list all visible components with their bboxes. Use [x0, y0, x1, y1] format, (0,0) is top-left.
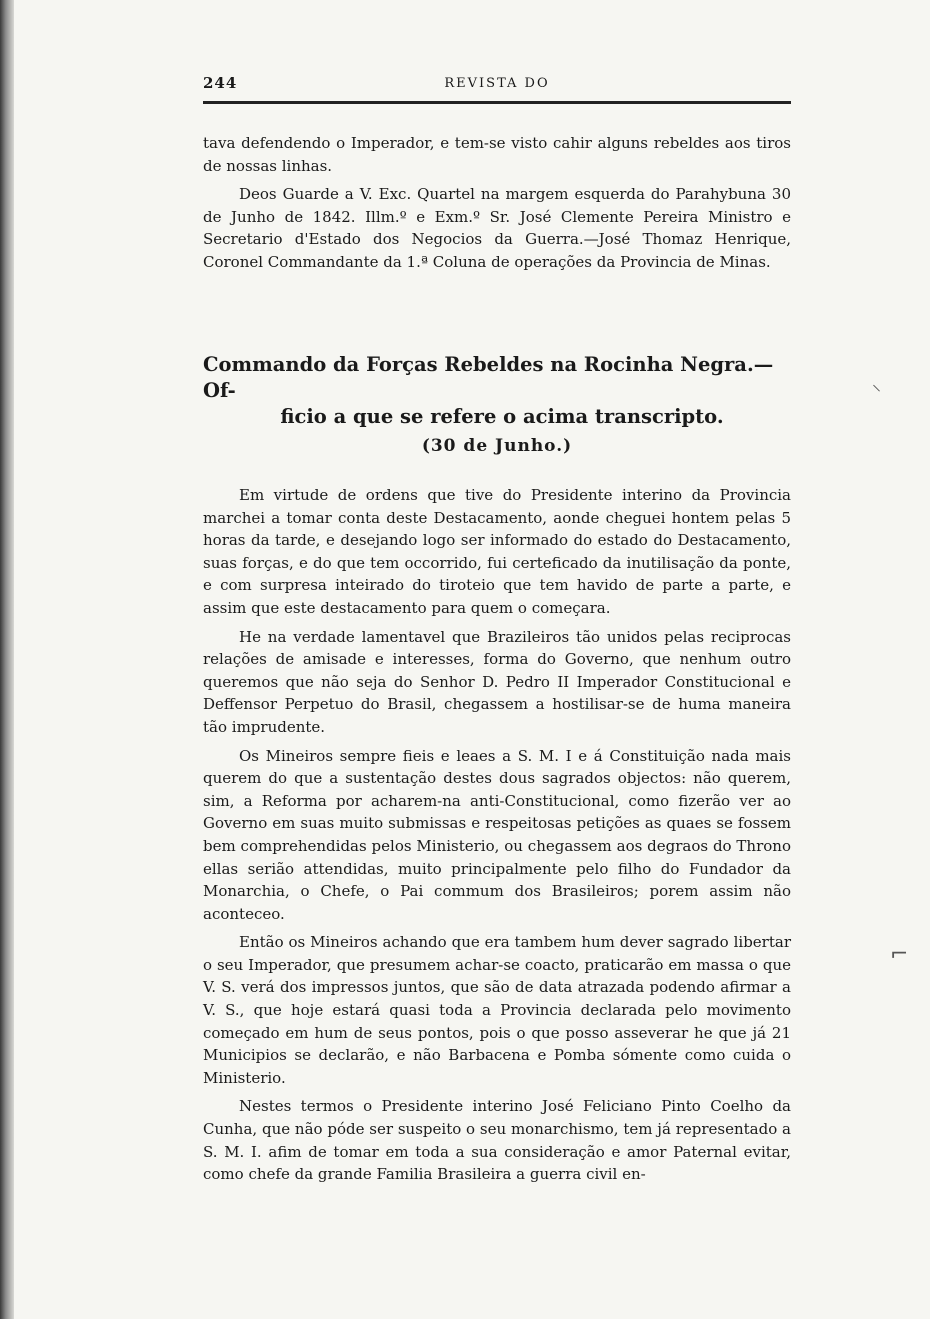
letter-closing	[203, 132, 791, 280]
paragraph: tava defendendo o Imperador, e tem-se visto cahir alguns rebeldes aos tiros de nossas linhas.	[203, 134, 791, 175]
section-title-line-1: Commando da Forças Rebeldes na Rocinha Negra.—Of-	[203, 353, 774, 402]
page-header	[203, 62, 791, 92]
paragraph: Os Mineiros sempre fieis e leaes a S. M. I e á Constituição nada mais querem do que a sustentação destes dous sagrados objectos: não querem, sim, a Reforma por acharem-na anti-Constitucional, como fizerão ver ao Governo em suas muito submissas e respeitosas petições as quaes se fossem bem comprehendidas pelos Ministerio, ou chegassem aos degraos do Throno ellas serião attendidas, muito principalmente pelo filho do Fundador da Monarchia, o Chefe, o Pai commum dos Brasileiros; porem assim não aconteceo.	[203, 746, 791, 923]
margin-mark: ⸜	[872, 374, 881, 395]
section-date: (30 de Junho.)	[421, 436, 573, 456]
section-title	[203, 352, 791, 430]
paragraph: He na verdade lamentavel que Brazileiros tão unidos pelas reciprocas relações de amisade e interesses, forma do Governo, que nenhum outro queremos que não seja do Senhor D. Pedro II Imperador Constitucional e Deffensor Perpetuo do Brasil, chegassem a hostilisar-se de huma maneira tão imprudente.	[203, 627, 791, 736]
paragraph: Deos Guarde a V. Exc. Quartel na margem esquerda do Parahybuna 30 de Junho de 1842. Illm.º e Exm.º Sr. José Clemente Pereira Ministro e Secretario d'Estado dos Negocios da Guerra.—José Thomaz Henrique, Coronel Commandante da 1.ª Coluna de operações da Provincia de Minas.	[203, 185, 791, 271]
letter-body	[203, 484, 791, 1192]
header-rule	[203, 101, 791, 104]
page-number: 244	[203, 74, 238, 92]
section-title-line-2: ficio a que se refere o acima transcripto.	[280, 405, 724, 428]
book-spine-edge	[0, 0, 14, 1319]
running-head: REVISTA DO	[444, 76, 550, 91]
margin-mark: ⌐	[890, 942, 909, 967]
paragraph: Então os Mineiros achando que era tambem hum dever sagrado libertar o seu Imperador, que presumem achar-se coacto, praticarão em massa o que V. S. verá dos impressos juntos, que são de data atrazada podendo afirmar a V. S., que hoje estará quasi toda a Provincia declarada pelo movimento começado em hum de seus pontos, pois o que posso asseverar he que já 21 Municipios se declarão, e não Barbacena e Pomba sómente como cuida o Ministerio.	[203, 933, 791, 1087]
paragraph: Em virtude de ordens que tive do Presidente interino da Provincia marchei a tomar conta deste Destacamento, aonde cheguei hontem pelas 5 horas da tarde, e desejando logo ser informado do estado do Destacamento, suas forças, e do que tem occorrido, fui certeficado da inutilisação da ponte, e com surpresa inteirado do tiroteio que tem havido de parte a parte, e assim que este destacamento para quem o começara.	[203, 486, 791, 617]
paragraph: Nestes termos o Presidente interino José Feliciano Pinto Coelho da Cunha, que não póde ser suspeito o seu monarchismo, tem já representado a S. M. I. afim de tomar em toda a sua consideração e amor Paternal evitar, como chefe da grande Familia Brasileira a guerra civil en-	[203, 1097, 791, 1184]
book-page	[203, 62, 791, 1184]
